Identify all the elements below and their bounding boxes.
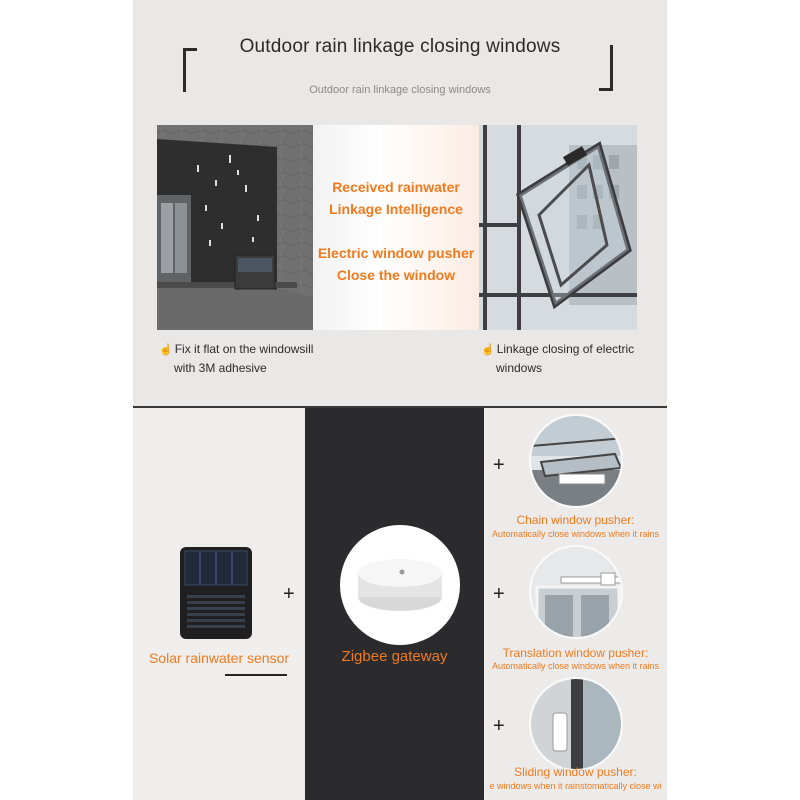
sliding-pusher-desc: e windows when it rainstomatically close wi: [489, 781, 662, 791]
chain-pusher-name: Chain window pusher:: [516, 513, 635, 527]
plus-icon: +: [493, 583, 505, 605]
sliding-pusher-image: [529, 677, 623, 771]
chain-pusher-image: [529, 414, 623, 508]
caption-right: [481, 340, 641, 377]
sensor-underline: [225, 674, 287, 676]
page-subtitle: Outdoor rain linkage closing windows: [309, 84, 491, 96]
plus-icon: +: [493, 454, 505, 476]
caption-left: [159, 340, 329, 377]
translation-pusher-image: [529, 545, 623, 639]
pusher-text: [293, 242, 499, 286]
linkage-line1: Received rainwater: [332, 179, 460, 195]
sliding-pusher-name: Sliding window pusher:: [514, 765, 637, 779]
linkage-text: [293, 176, 499, 220]
caption-left-line2: with 3M adhesive: [174, 361, 267, 375]
chain-pusher-desc: Automatically close windows when it rains: [491, 529, 660, 539]
pusher-line2: Close the window: [336, 267, 456, 283]
window-photo: [479, 125, 637, 330]
sensor-label: Solar rainwater sensor: [148, 650, 290, 666]
solar-sensor-icon: [178, 545, 254, 641]
linkage-line2: Linkage Intelligence: [329, 201, 463, 217]
wall-photo: [157, 125, 313, 330]
pusher-line1: Electric window pusher: [317, 245, 475, 261]
product-poster: [133, 0, 667, 800]
caption-left-line1: Fix it flat on the windowsill: [174, 342, 314, 356]
pointer-icon: ☝: [159, 344, 173, 356]
pointer-icon: ☝: [481, 344, 495, 356]
translation-pusher-name: Translation window pusher:: [502, 646, 649, 660]
gateway-icon: [340, 525, 460, 645]
top-section: [133, 0, 667, 407]
info-panel: [313, 125, 479, 330]
translation-pusher-desc: Automatically close windows when it rains: [491, 661, 660, 671]
page-title: Outdoor rain linkage closing windows: [239, 36, 561, 57]
caption-right-line1: Linkage closing of electric: [496, 342, 635, 356]
gateway-backdrop: [340, 525, 460, 645]
plus-icon: +: [283, 583, 295, 605]
caption-right-line2: windows: [496, 361, 543, 375]
gateway-label: Zigbee gateway: [341, 648, 448, 665]
plus-icon: +: [493, 715, 505, 737]
